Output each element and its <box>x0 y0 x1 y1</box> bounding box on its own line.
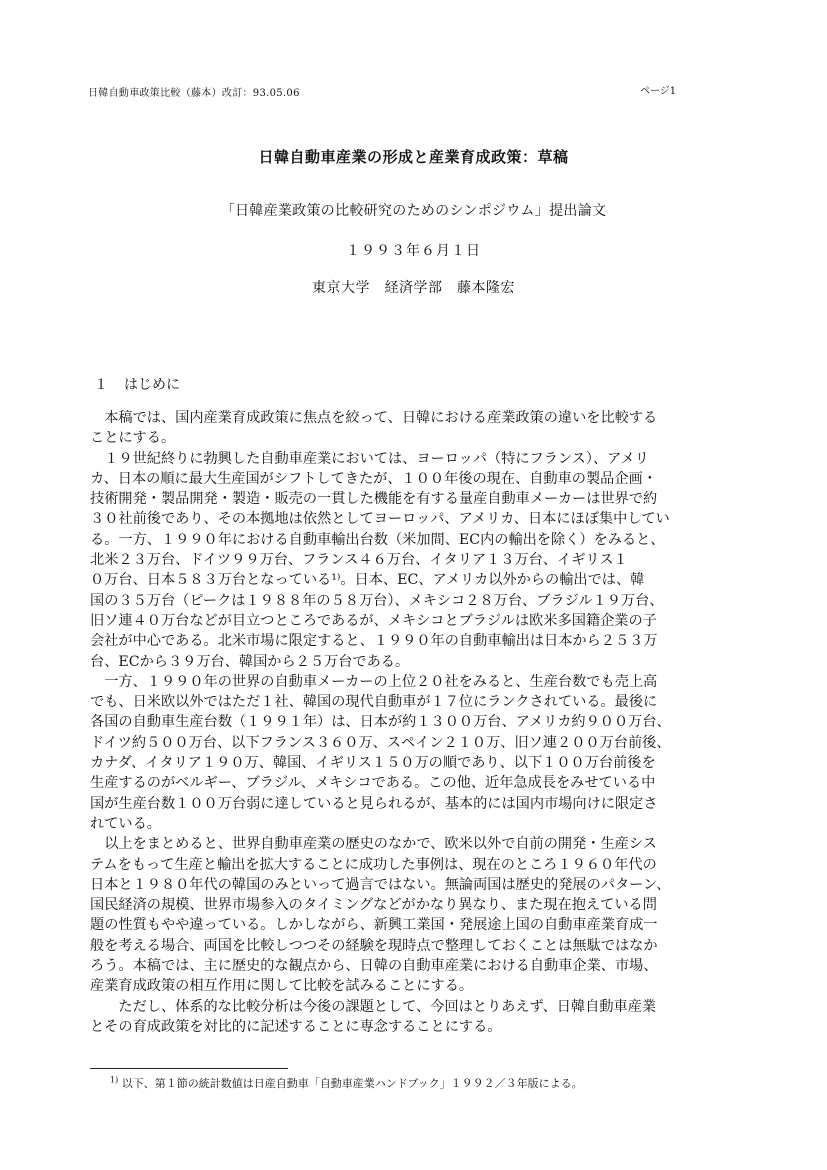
body-text <box>90 408 780 1037</box>
page-header-left: 日韓自動車政策比較（藤本）改訂：93.05.06 <box>88 88 300 99</box>
document-subtitle: 「日韓産業政策の比較研究のためのシンポジウム」提出論文 <box>220 203 607 219</box>
body-line: とその育成政策を対比的に記述することに専念することにする。 <box>90 1018 502 1035</box>
footnote-divider <box>90 1068 288 1069</box>
body-line: ドイツ約５００万台、以下フランス３６０万、スペイン２１０万、旧ソ連２００万台前後、 <box>90 734 671 751</box>
body-line: る。一方、１９９０年における自動車輸出台数（米加間、EC内の輸出を除く）をみると、 <box>90 531 665 548</box>
body-line: れている。 <box>90 815 161 832</box>
page-number: ページ1 <box>640 86 677 97</box>
body-line: 日本と１９８０年代の韓国のみといって過言ではない。無論両国は歴史的発展のパターン、 <box>90 876 671 893</box>
footnote-mark: 1) <box>110 1075 119 1085</box>
body-line: ただし、体系的な比較分析は今後の課題として、今回はとりあえず、日韓自動車産業 <box>90 998 657 1015</box>
section-number: １ <box>94 377 108 393</box>
body-line: テムをもって生産と輸出を拡大することに成功した事例は、現在のところ１９６０年代の <box>90 856 657 873</box>
body-line: 国民経済の規模、世界市場参入のタイミングなどがかなり異なり、また現在抱えている問 <box>90 897 657 914</box>
body-line: カ、日本の順に最大生産国がシフトしてきたが、１００年後の現在、自動車の製品企画・ <box>90 470 657 487</box>
body-line: 国の３５万台（ピークは１９８８年の５８万台）、メキシコ２８万台、ブラジル１９万台、 <box>90 592 664 609</box>
section-heading <box>94 374 180 394</box>
body-line: ろう。本稿では、主に歴史的な観点から、日韓の自動車産業における自動車企業、市場、 <box>90 958 658 975</box>
body-line: １９世紀終りに勃興した自動車産業においては、ヨーロッパ（特にフランス）、アメリ <box>90 450 649 467</box>
body-line: 旧ソ連４０万台などが目立つところであるが、メキシコとブラジルは欧米多国籍企業の子 <box>90 612 657 629</box>
body-line: 題の性質もやや違っている。しかしながら、新興工業国・発展途上国の自動車産業育成一 <box>90 917 658 934</box>
body-line: でも、日米欧以外ではただ１社、韓国の現代自動車が１７位にランクされている。最後に <box>90 694 658 711</box>
body-line: 台、ECから３９万台、韓国から２５万台である。 <box>90 653 410 670</box>
body-line: カナダ、イタリア１９０万、韓国、イギリス１５０万の順であり、以下１００万台前後を <box>90 755 656 772</box>
body-line: 各国の自動車生産台数（１９９１年）は、日本が約１３００万台、アメリカ約９００万台、 <box>90 714 671 731</box>
footnote <box>110 1075 583 1091</box>
section-title: はじめに <box>124 377 180 393</box>
body-line: 生産するのがベルギー、ブラジル、メキシコである。この他、近年急成長をみせている中 <box>90 775 656 792</box>
body-line: 産業育成政策の相互作用に関して比較を試みることにする。 <box>90 978 474 995</box>
body-line: ０万台、日本５８３万台となっている¹⁾。日本、EC、アメリカ以外からの輸出では、韓 <box>90 572 645 589</box>
body-line: 国が生産台数１００万台弱に達していると見られるが、基本的には国内市場向けに限定さ <box>90 795 658 812</box>
footnote-text: 以下、第１節の統計数値は日産自動車「自動車産業ハンドブック」１９９２／３年版による。 <box>121 1077 583 1090</box>
body-line: 本稿では、国内産業育成政策に焦点を絞って、日韓における産業政策の違いを比較する <box>90 410 658 426</box>
body-line: 般を考える場合、両国を比較しつつその経験を現時点で整理しておくことは無駄ではなか <box>90 937 658 954</box>
document-author: 東京大学 経済学部 藤本隆宏 <box>312 280 515 296</box>
body-line: ことにする。 <box>90 430 176 447</box>
body-line: 技術開発・製品開発・製造・販売の一貫した機能を有する量産自動車メーカーは世界で約 <box>90 491 658 508</box>
body-line: 会社が中心である。北米市場に限定すると、１９９０年の自動車輸出は日本から２５３万 <box>90 633 658 650</box>
body-line: 一方、１９９０年の世界の自動車メーカーの上位２０社をみると、生産台数でも売上高 <box>90 673 658 690</box>
body-line: 北米２３万台、ドイツ９９万台、フランス４６万台、イタリア１３万台、イギリス１ <box>90 552 628 569</box>
document-title: 日韓自動車産業の形成と産業育成政策：草稿 <box>258 148 569 166</box>
document-date: １９９３年６月１日 <box>346 243 481 259</box>
body-line: ３０社前後であり、その本拠地は依然としてヨーロッパ、アメリカ、日本にほぼ集中してい <box>90 511 670 528</box>
body-line: 以上をまとめると、世界自動車産業の歴史のなかで、欧米以外で自前の開発・生産シス <box>90 836 657 853</box>
